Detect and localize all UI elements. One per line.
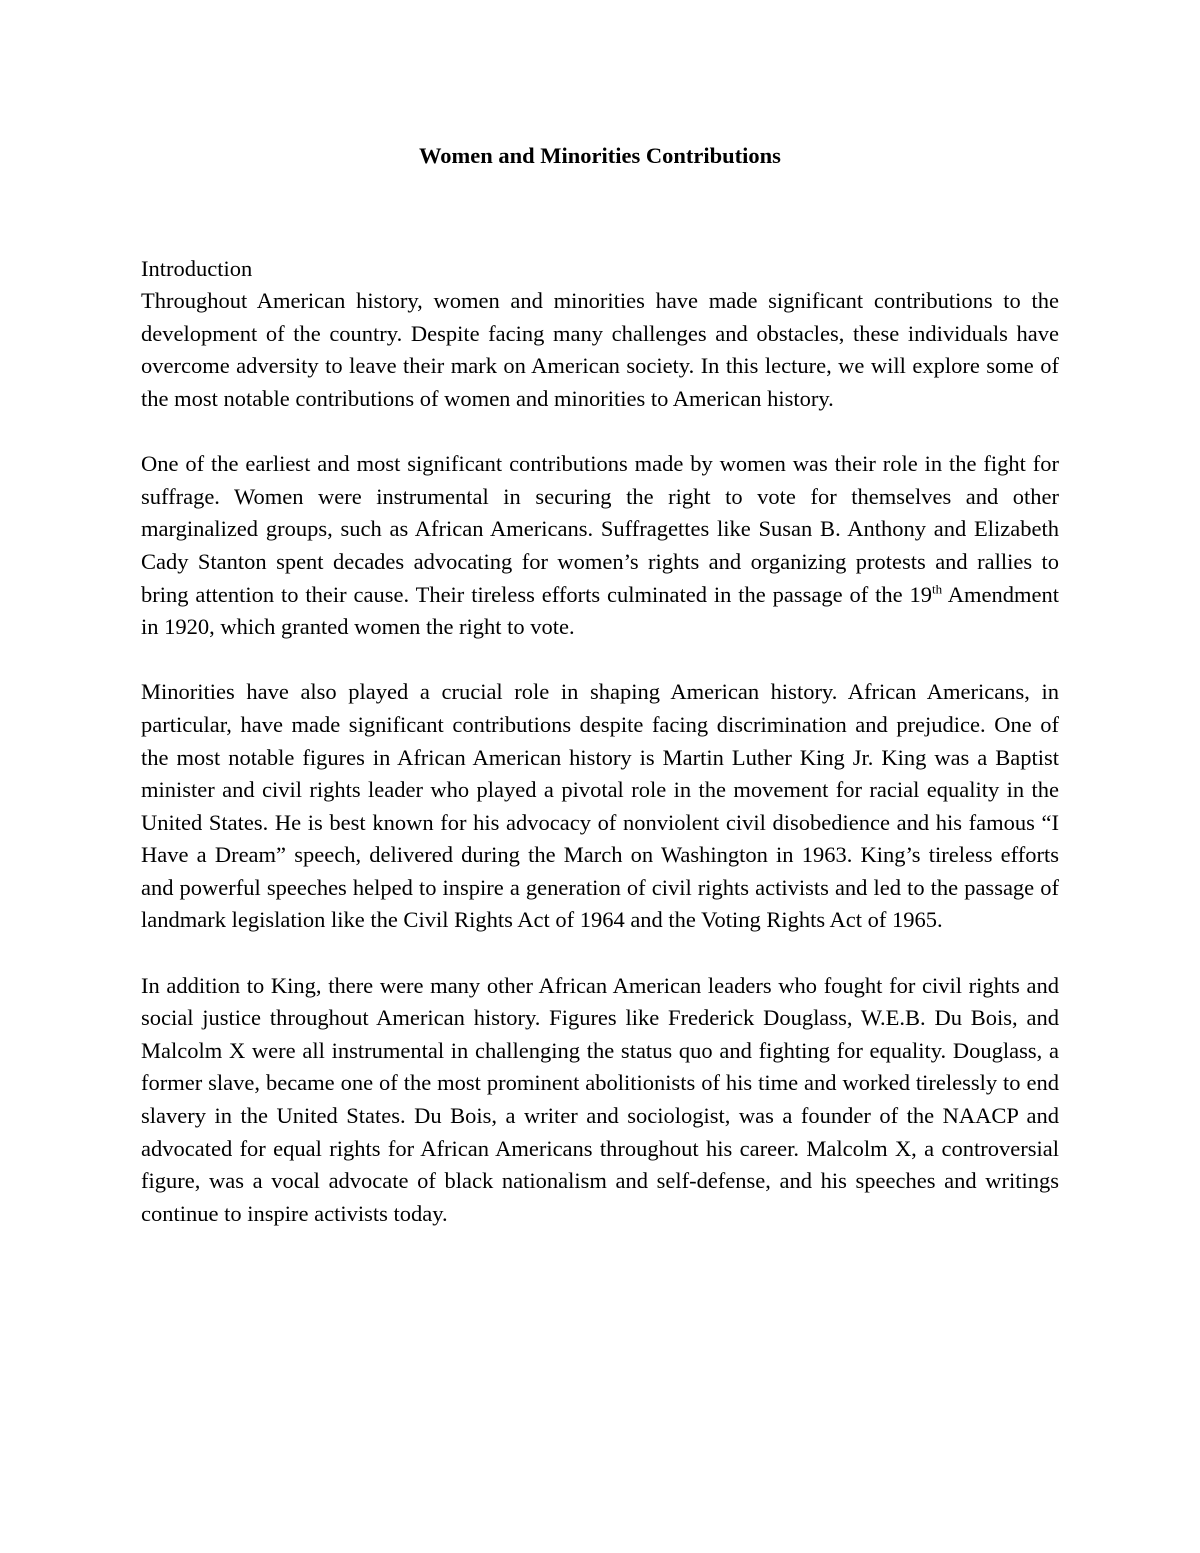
- paragraph-introduction: Throughout American history, women and minorities have made significant contributions to the development of the country. Despite facing many challenges and obstacles, these individuals have overcome adversity to leave their mark on American society. In this lecture, we will explore some of the most notable contributions of women and minorities to American history.: [141, 288, 1059, 411]
- document-page: [141, 140, 1059, 1263]
- paragraph-suffrage-text-after: Amendment in 1920, which granted women the right to vote.: [141, 581, 1059, 640]
- document-title: Women and Minorities Contributions: [419, 143, 781, 168]
- paragraph-african-american-leaders: In addition to King, there were many other African American leaders who fought for civil rights and social justice throughout American history. Figures like Frederick Douglass, W.E.B. Du Bois, and Malcolm X were all instrumental in challenging the status quo and fighting for equality. Douglass, a former slave, became one of the most prominent abolitionists of his time and worked tirelessly to end slavery in the United States. Du Bois, a writer and sociologist, was a founder of the NAACP and advocated for equal rights for African Americans throughout his career. Malcolm X, a controversial figure, was a vocal advocate of black nationalism and self-defense, and his speeches and writings continue to inspire activists today.: [141, 972, 1059, 1226]
- paragraph-suffrage: [141, 448, 1059, 644]
- section-heading-introduction: Introduction: [141, 255, 253, 281]
- ordinal-superscript: th: [932, 581, 943, 597]
- paragraph-minorities: Minorities have also played a crucial role in shaping American history. African Americans, in particular, have made significant contributions despite facing discrimination and prejudice. One of the most notable figures in African American history is Martin Luther King Jr. King was a Baptist minister and civil rights leader who played a pivotal role in the movement for racial equality in the United States. He is best known for his advocacy of nonviolent civil disobedience and his famous “I Have a Dream” speech, delivered during the March on Washington in 1963. King’s tireless efforts and powerful speeches helped to inspire a generation of civil rights activists and led to the passage of landmark legislation like the Civil Rights Act of 1964 and the Voting Rights Act of 1965.: [141, 679, 1059, 933]
- paragraph-suffrage-text-before: One of the earliest and most significant contributions made by women was their role in the fight for suffrage. Women were instrumental in securing the right to vote for themselves and other marginalized groups, such as African Americans. Suffragettes like Susan B. Anthony and Elizabeth Cady Stanton spent decades advocating for women’s rights and organizing protests and rallies to bring attention to their cause. Their tireless efforts culminated in the passage of the 19: [141, 451, 1059, 607]
